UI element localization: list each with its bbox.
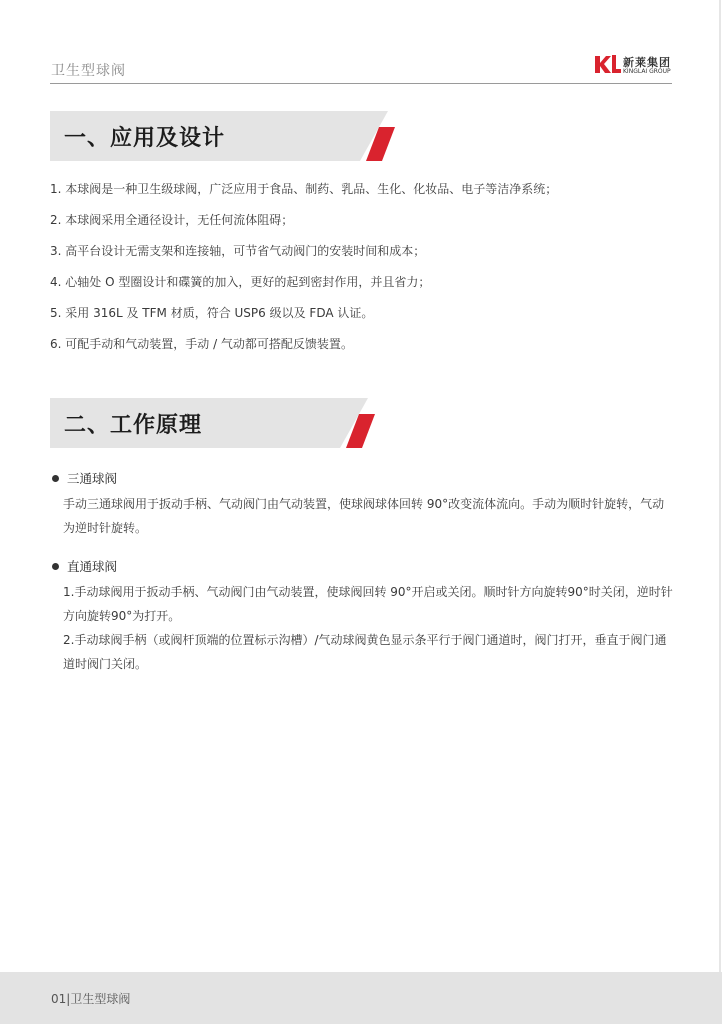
section-title: 一、应用及设计 <box>64 126 226 151</box>
list-item: 3. 高平台设计无需支架和连接轴，可节省气动阀门的安装时间和成本； <box>50 244 426 258</box>
straight-heading-text: 直通球阀 <box>67 559 118 574</box>
section-heading-principle <box>50 398 390 448</box>
straight-heading <box>52 557 117 575</box>
page-edge-rule <box>719 0 721 1024</box>
list-item: 5. 采用 316L 及 TFM 材质，符合 USP6 级以及 FDA 认证。 <box>50 306 374 320</box>
bullet-icon <box>52 475 59 482</box>
three-way-paragraph: 手动三通球阀用于扳动手柄、气动阀门由气动装置，使球阀球体回转 90°改变流体流向。手动为顺时针旋转，气动为逆时针旋转。 <box>63 497 665 535</box>
section-title: 二、工作原理 <box>64 413 203 438</box>
list-item: 4. 心轴处 O 型圈设计和碟簧的加入，更好的起到密封作用，并且省力； <box>50 275 431 289</box>
three-way-heading <box>52 469 117 487</box>
header-title: 卫生型球阀 <box>51 63 126 79</box>
list-item: 2. 本球阀采用全通径设计，无任何流体阻碍； <box>50 213 294 227</box>
straight-paragraph-1: 1.手动球阀用于扳动手柄、气动阀门由气动装置，使球阀回转 90°开启或关闭。顺时针方向旋转90°时关闭，逆时针方向旋转90°为打开。 <box>63 585 673 623</box>
list-item: 1. 本球阀是一种卫生级球阀，广泛应用于食品、制药、乳品、生化、化妆品、电子等洁净系统； <box>50 182 558 196</box>
straight-paragraph-2: 2.手动球阀手柄（或阀杆顶端的位置标示沟槽）/气动球阀黄色显示条平行于阀门通道时，阀门打开，垂直于阀门通道时阀门关闭。 <box>63 633 667 671</box>
three-way-heading-text: 三通球阀 <box>67 471 118 486</box>
footer-page-label: 01|卫生型球阀 <box>51 992 131 1006</box>
kinglai-logo-icon <box>594 53 622 77</box>
logo-english-name: KINGLAI GROUP <box>623 68 671 75</box>
application-list <box>50 181 680 367</box>
logo-chinese-name: 新莱集团 <box>623 56 671 69</box>
section-heading-application <box>50 111 390 161</box>
header-divider <box>50 83 672 84</box>
bullet-icon <box>52 563 59 570</box>
list-item: 6. 可配手动和气动装置，手动 / 气动都可搭配反馈装置。 <box>50 337 353 351</box>
page-footer <box>0 972 722 1024</box>
company-logo <box>594 53 672 79</box>
